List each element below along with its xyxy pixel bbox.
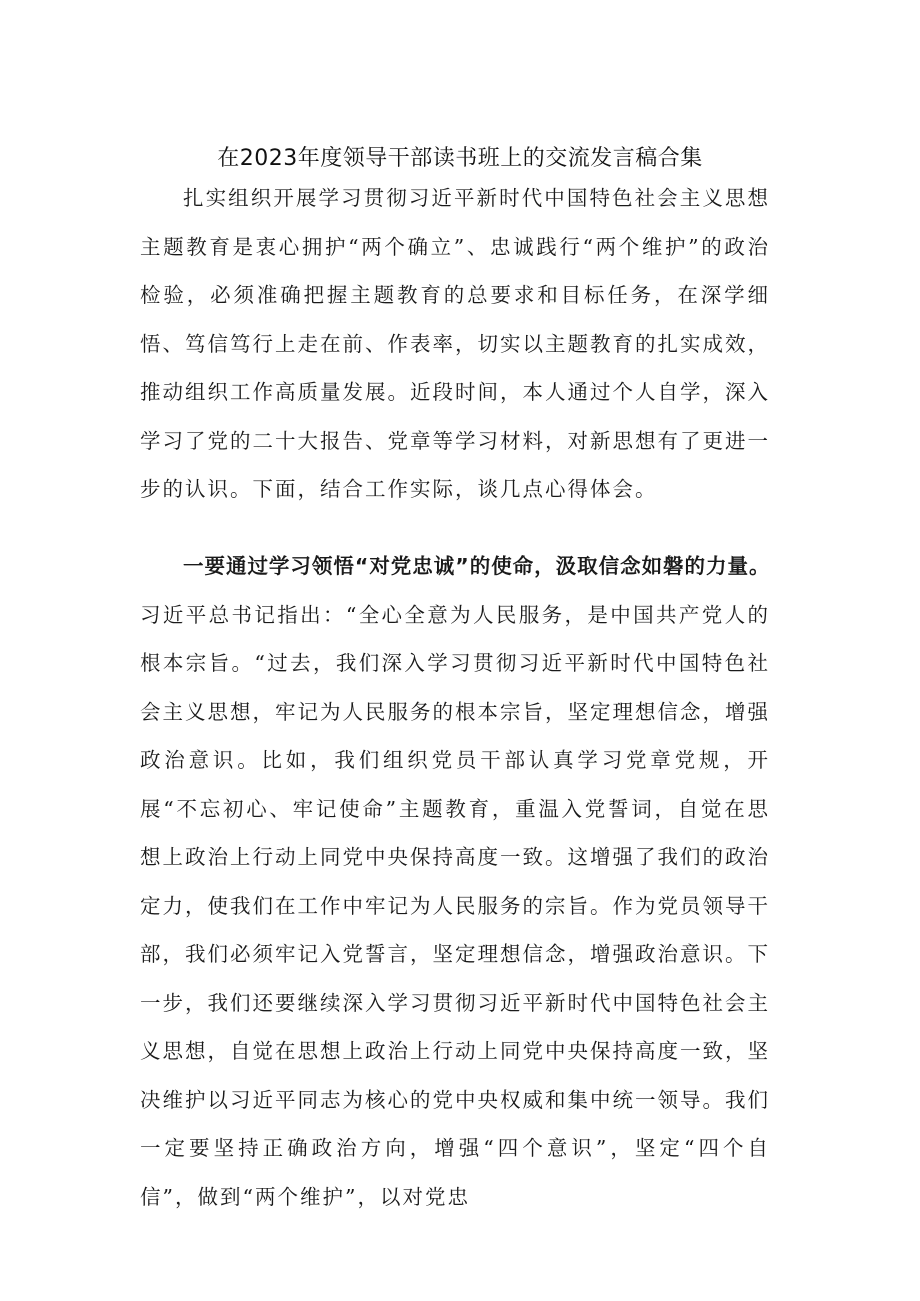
- document-title: 在2023年度领导干部读书班上的交流发言稿合集: [217, 146, 703, 171]
- section-one-heading: 一要通过学习领悟“对党忠诚”的使命，汲取信念如磐的力量。: [183, 554, 770, 578]
- paragraph-intro: [140, 174, 770, 514]
- paragraph-intro-text: 扎实组织开展学习贯彻习近平新时代中国特色社会主义思想主题教育是衷心拥护“两个确立”、忠诚践行“两个维护”的政治检验，必须准确把握主题教育的总要求和目标任务，在深学细悟、笃信笃行上走在前、作表率，切实以主题教育的扎实成效，推动组织工作高质量发展。近段时间，本人通过个人自学，深入学习了党的二十大报告、党章等学习材料，对新思想有了更进一步的认识。下面，结合工作实际，谈几点心得体会。: [140, 186, 770, 501]
- paragraph-section-one: [140, 542, 770, 1221]
- section-one-text: 习近平总书记指出：“全心全意为人民服务，是中国共产党人的根本宗旨。“过去，我们深入学习贯彻习近平新时代中国特色社会主义思想，牢记为人民服务的根本宗旨，坚定理想信念，增强政治意识。比如，我们组织党员干部认真学习党章党规，开展“不忘初心、牢记使命”主题教育，重温入党誓词，自觉在思想上政治上行动上同党中央保持高度一致。这增强了我们的政治定力，使我们在工作中牢记为人民服务的宗旨。作为党员领导干部，我们必须牢记入党誓言，坚定理想信念，增强政治意识。下一步，我们还要继续深入学习贯彻习近平新时代中国特色社会主义思想，自觉在思想上政治上行动上同党中央保持高度一致，坚决维护以习近平同志为核心的党中央权威和集中统一领导。我们一定要坚持正确政治方向，增强“四个意识”，坚定“四个自信”，做到“两个维护”，以对党忠: [140, 602, 770, 1209]
